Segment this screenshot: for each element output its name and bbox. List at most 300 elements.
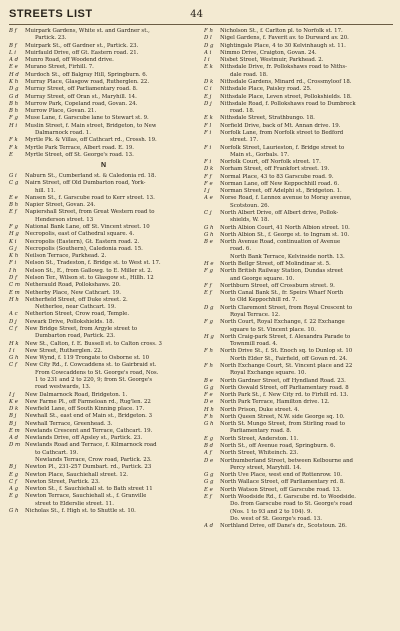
- street-description: Do. from Garscube road to St. George's road: [230, 501, 353, 508]
- street-entry: [204, 450, 393, 457]
- grid-reference: H g: [204, 333, 214, 340]
- grid-reference: H g: [9, 231, 19, 238]
- street-entry: [204, 115, 393, 122]
- street-description: North Woodside Rd., f. Garscube rd. to Woodside.: [220, 494, 356, 500]
- street-description: Northburn Street, off Crossburn street. 9.: [220, 282, 335, 289]
- grid-reference: [204, 312, 230, 319]
- street-description: Netherauld Road, Pollokshaws. 20.: [25, 282, 121, 289]
- street-entry: [204, 159, 393, 166]
- grid-reference: D j: [9, 318, 17, 325]
- street-entry: [204, 217, 393, 224]
- street-entry: [204, 203, 393, 210]
- grid-reference: E: [9, 151, 13, 158]
- grid-reference: [204, 108, 230, 115]
- grid-reference: [204, 356, 230, 363]
- grid-reference: E e: [204, 486, 213, 493]
- street-entry: [204, 421, 393, 428]
- street-description: Townmill road. 4.: [230, 341, 278, 348]
- street-description: North Canal Bank St., fr. Speirs Wharf North: [220, 290, 344, 297]
- street-description: Main st., Gorbals. 17.: [230, 151, 289, 158]
- street-description: Muse Lane, f. Garscube lane to Stewart st. 9.: [25, 115, 149, 122]
- street-entry: [9, 428, 198, 435]
- street-description: Norman Lane, off New Keppochhill road. 6.: [220, 180, 340, 187]
- street-description: North Elder St., Fairfield, off Govan rd. 24.: [230, 355, 348, 362]
- street-entry: [9, 333, 198, 340]
- street-description: North Queen Street, N.W. side George sq. 10.: [220, 413, 345, 420]
- street-description: Murray Place, Glasgow road, Rutherglen. 22.: [25, 78, 150, 85]
- street-description: North Prison, Duke street. 4.: [220, 406, 300, 413]
- grid-reference: [204, 428, 230, 435]
- grid-reference: C g: [9, 180, 19, 187]
- street-entry: [204, 101, 393, 108]
- grid-reference: F i: [204, 159, 212, 166]
- street-description: Newton Pl., 231-257 Dumbart. rd., Partick. 23: [25, 464, 152, 471]
- street-entry: [204, 254, 393, 261]
- street-description: North Albion Court, 41 North Albion street. 10.: [220, 224, 350, 231]
- street-description: Murrow Park, Copeland road, Govan. 24.: [25, 100, 138, 107]
- street-entry: [204, 94, 393, 101]
- street-entry: [204, 43, 393, 50]
- street-entry: [204, 28, 393, 35]
- street-description: Newton Terrace, Sauchiehall st., f. Granville: [25, 493, 147, 500]
- street-description: Naburn St., Cumberland st. & Caledonia rd. 18.: [25, 173, 157, 180]
- street-description: 1 to 231 and 2 to 220, 9; from St. George's: [35, 376, 153, 383]
- street-entry: [204, 312, 393, 319]
- grid-reference: F g: [204, 319, 213, 326]
- grid-reference: [204, 276, 230, 283]
- street-entry: [9, 377, 198, 384]
- street-entry: [204, 72, 393, 79]
- street-entry: [204, 494, 393, 501]
- street-description: Necropolis (Southern), Caledonia road. 15.: [25, 245, 143, 252]
- street-description: Normal Place, 43 to 83 Garscube road. 9.: [220, 173, 334, 180]
- street-entry: [9, 486, 198, 493]
- street-description: Nigel Gardens, f. Faverit av. to Durward av. 20.: [220, 35, 349, 42]
- street-entry: [204, 378, 393, 385]
- street-description: Nimmo Drive, Craigton, Govan. 24.: [220, 49, 317, 56]
- street-description: Newton St., f. Sauchiehall st. to Bath street 11: [25, 486, 153, 493]
- grid-reference: I j: [9, 391, 15, 398]
- grid-reference: A d: [9, 435, 19, 442]
- grid-reference: [9, 130, 35, 137]
- grid-reference: [9, 304, 35, 311]
- grid-reference: H i: [9, 122, 18, 129]
- grid-reference: G g: [204, 472, 214, 479]
- grid-reference: F h: [204, 362, 213, 369]
- street-entry: [204, 407, 393, 414]
- street-description: Northumberland Street, between Kelbourne and: [220, 457, 354, 464]
- grid-reference: G g: [204, 384, 214, 391]
- street-entry: [9, 501, 198, 508]
- street-description: Do. west of St. George's road. 13.: [230, 515, 322, 522]
- grid-reference: D k: [204, 78, 214, 85]
- street-entry: [9, 115, 198, 122]
- street-description: Nairn Street, off Old Dumbarton road, York-: [25, 180, 146, 187]
- grid-reference: F e: [204, 180, 213, 187]
- street-description: Nithsdale Place, Paisley road. 25.: [220, 86, 312, 93]
- page-header: [9, 8, 393, 22]
- street-description: New Wynd, f. 119 Trongate to Osborne st. 10: [25, 355, 150, 362]
- street-description: Nansen St., f. Garscube road to Kerr street. 13.: [25, 194, 155, 201]
- grid-reference: G d: [9, 93, 19, 100]
- street-description: Norfolk Lane, from Norfolk street to Bedford: [220, 129, 344, 136]
- street-description: Norham Street, off Frankfort street. 19.: [220, 166, 330, 173]
- street-entry: [9, 260, 198, 267]
- street-entry: [9, 253, 198, 260]
- street-description: Dumbarton road, Partick. 23.: [35, 333, 116, 340]
- grid-reference: C j: [204, 210, 212, 217]
- grid-reference: A g: [9, 486, 19, 493]
- street-description: Neilson Terrace, Parkhead. 2.: [25, 253, 107, 260]
- street-description: North Albert Drive, off Albert drive, Pollok-: [220, 210, 339, 217]
- page-title: STREETS LIST: [9, 8, 93, 20]
- street-entry: [204, 458, 393, 465]
- grid-reference: [9, 450, 35, 457]
- grid-reference: B e: [204, 239, 213, 246]
- street-description: Netherlee, near Cathcart. 19.: [35, 304, 116, 311]
- street-description: Percy street, Maryhill. 14.: [230, 464, 302, 471]
- grid-reference: H d: [9, 71, 19, 78]
- grid-reference: C f: [9, 362, 17, 369]
- grid-reference: F i: [9, 260, 17, 267]
- street-description: Napiershall Street, from Great Western road to: [25, 209, 155, 216]
- street-description: North British Railway Station, Dundas street: [220, 268, 344, 275]
- street-description: Norfolk Street, Laurieston, f. Bridge street to: [220, 144, 345, 151]
- grid-reference: G h: [9, 355, 19, 362]
- street-entry: [204, 145, 393, 152]
- street-entry: [204, 123, 393, 130]
- grid-reference: F h: [204, 348, 213, 355]
- grid-reference: B f: [9, 28, 17, 34]
- street-description: North Street, Whiteinch. 23.: [220, 450, 299, 457]
- street-description: to Cathcart. 19.: [35, 449, 79, 456]
- grid-reference: F f: [204, 173, 212, 180]
- grid-reference: E k: [204, 115, 213, 122]
- street-entry: [204, 181, 393, 188]
- street-entry: [204, 334, 393, 341]
- street-entry: [9, 86, 198, 93]
- street-description: Royal Terrace. 12.: [230, 311, 280, 318]
- street-entry: [9, 224, 198, 231]
- grid-reference: D k: [204, 166, 214, 173]
- street-entry: [204, 195, 393, 202]
- street-description: National Bank Lane, off St. Vincent street. 10: [25, 224, 150, 231]
- street-description: Nisbet Street, Westmuir, Parkhead. 2.: [220, 57, 324, 64]
- street-entry: [204, 348, 393, 355]
- grid-reference: F h: [204, 28, 213, 34]
- grid-reference: D g: [9, 86, 19, 93]
- street-description: Netherfield Street, off Duke street. 2.: [25, 296, 128, 303]
- grid-reference: [204, 246, 230, 253]
- street-description: Murray Street, off Oran st., Maryhill. 14.: [25, 93, 137, 100]
- street-description: North Bank Terrace, Kelvinside north. 13.: [230, 253, 345, 260]
- street-description: Netherton Street, Crow road, Temple.: [25, 311, 130, 318]
- grid-reference: K h: [9, 253, 19, 260]
- street-description: road. 18.: [230, 108, 255, 115]
- street-entry: [9, 304, 198, 311]
- grid-reference: [9, 333, 35, 340]
- street-description: shields, W. 18.: [230, 217, 270, 224]
- street-description: New City Rd., f. Cowcaddens st. to Gairbraid st.: [25, 362, 157, 369]
- street-entry: [9, 231, 198, 238]
- grid-reference: G i: [9, 173, 17, 180]
- street-entry: [204, 79, 393, 86]
- grid-reference: [9, 377, 35, 384]
- grid-reference: B j: [9, 420, 17, 427]
- grid-reference: [204, 217, 230, 224]
- grid-reference: D e: [204, 457, 214, 464]
- street-entry: [9, 457, 198, 464]
- street-description: road westwards, 13.: [35, 384, 91, 391]
- street-entry: [9, 57, 198, 64]
- street-description: Netherby Place, New Cathcart. 19.: [25, 289, 121, 296]
- street-description: Norse Road, f. Lennox avenue to Moray avenue,: [220, 195, 352, 202]
- street-entry: [204, 472, 393, 479]
- street-entry: [9, 442, 198, 449]
- grid-reference: [204, 327, 230, 334]
- street-description: dale road. 18.: [230, 71, 268, 78]
- street-entry: [9, 341, 198, 348]
- grid-reference: C i: [204, 86, 212, 93]
- section-letter: N: [100, 162, 107, 170]
- street-entry: [204, 479, 393, 486]
- street-entry: [9, 406, 198, 413]
- grid-reference: [204, 72, 230, 79]
- street-description: Necropolis, east of Cathedral square. 4.: [25, 231, 135, 238]
- street-description: street to Elderslie street. 11.: [35, 500, 114, 507]
- grid-reference: G j: [9, 245, 17, 252]
- grid-reference: I i: [204, 57, 210, 64]
- street-entry: [204, 509, 393, 516]
- street-entry: [204, 327, 393, 334]
- street-description: North Court, Royal Exchange, f. 22 Exchange: [220, 319, 345, 326]
- grid-reference: H e: [204, 261, 214, 267]
- grid-reference: D l: [204, 35, 212, 42]
- street-entry: [204, 174, 393, 181]
- street-description: Dalmarnock road. 1.: [35, 129, 91, 136]
- page-number: 44: [190, 9, 203, 20]
- grid-reference: F h: [204, 413, 213, 420]
- street-description: Muirpark St., off Gardner st., Partick. 23.: [25, 42, 139, 49]
- grid-reference: [9, 35, 35, 42]
- grid-reference: E k: [204, 64, 213, 71]
- grid-reference: E e: [9, 64, 18, 71]
- grid-reference: H h: [9, 296, 19, 303]
- street-entry: [9, 355, 198, 362]
- grid-reference: C m: [9, 282, 20, 289]
- grid-reference: B j: [9, 464, 17, 471]
- grid-reference: F g: [9, 115, 18, 122]
- street-description: Nithsdale Street, Strathbungo. 18.: [220, 115, 315, 122]
- street-entry: [204, 232, 393, 239]
- street-description: North Albion St., f. George st. to Ingram st. 10.: [220, 231, 350, 238]
- street-description: Newark Drive, Pollokshields. 18.: [25, 318, 115, 325]
- grid-reference: F e: [204, 392, 213, 399]
- street-entry: [9, 130, 198, 137]
- street-description: North Avenue Road, continuation of Avenue: [220, 239, 341, 246]
- grid-reference: B d: [204, 443, 214, 450]
- street-entry: [9, 348, 198, 355]
- grid-reference: E g: [204, 435, 214, 442]
- grid-reference: G g: [204, 479, 214, 486]
- street-entry: [9, 275, 198, 282]
- grid-reference: F i: [204, 144, 212, 151]
- street-description: Newlands Road and Terrace, f. Kilmarnock road: [25, 442, 157, 449]
- grid-reference: H k: [9, 340, 19, 347]
- street-entry: [204, 319, 393, 326]
- street-description: Newhall St., east end of Main st., Bridgeton. 3: [25, 413, 153, 420]
- street-entry: [204, 86, 393, 93]
- grid-reference: D m: [9, 442, 21, 449]
- street-entry: [9, 173, 198, 180]
- street-description: New St., Calton, f. E. Bussell st. to Calton cross. 3: [25, 340, 162, 347]
- street-entry: [9, 479, 198, 486]
- grid-reference: L i: [9, 49, 17, 56]
- street-description: North Claremont Street, from Royal Crescent to: [220, 304, 353, 311]
- street-entry: [9, 493, 198, 500]
- street-description: Newlands Crescent and Terrace, Cathcart. 19.: [25, 427, 153, 434]
- grid-reference: G h: [9, 508, 19, 514]
- street-entry: [9, 217, 198, 224]
- street-entry: [204, 152, 393, 159]
- grid-reference: [204, 370, 230, 377]
- street-entry: [9, 472, 198, 479]
- street-entry: [9, 450, 198, 457]
- grid-reference: G h: [204, 224, 214, 231]
- street-description: Royal Exchange square. 10.: [230, 370, 307, 377]
- grid-reference: [204, 341, 230, 348]
- right-column: [204, 28, 393, 530]
- street-description: New Dalmarnock Road, Bridgeton. 1.: [25, 391, 128, 398]
- street-description: Newhall Terrace, Greenhead. 3.: [25, 420, 113, 427]
- grid-reference: G h: [204, 421, 214, 428]
- grid-reference: [9, 501, 35, 508]
- street-entry: [204, 290, 393, 297]
- street-entry: [204, 108, 393, 115]
- street-entry: [204, 305, 393, 312]
- street-description: to Old Keppochhill rd. 7.: [230, 297, 298, 304]
- grid-reference: B f: [9, 42, 17, 49]
- street-description: Newton Place, Sauchiehall street. 12.: [25, 471, 129, 478]
- grid-reference: F i: [204, 129, 212, 136]
- street-entry: [9, 297, 198, 304]
- grid-reference: B e: [204, 377, 213, 384]
- street-entry: [204, 341, 393, 348]
- street-entry: [204, 261, 393, 268]
- street-entry: [9, 464, 198, 471]
- street-entry: [204, 137, 393, 144]
- street-description: North Gardner Street, off Hyndland Road. 23.: [220, 377, 346, 384]
- grid-reference: I i: [9, 347, 15, 354]
- grid-reference: D f: [9, 275, 18, 281]
- street-entry: [9, 209, 198, 216]
- street-description: hill. 11.: [35, 187, 56, 194]
- street-entry: [204, 239, 393, 246]
- street-entry: [204, 392, 393, 399]
- grid-reference: D k: [9, 406, 19, 413]
- street-description: Murrow Place, Govan. 21.: [25, 108, 97, 115]
- street-entry: [9, 282, 198, 289]
- street-description: New Street, Rutherglen. 22.: [25, 347, 103, 354]
- street-entry: [9, 370, 198, 377]
- grid-reference: D g: [204, 304, 214, 311]
- street-description: Myrtle Pk. & Villas, off Cathcart rd., Crossh. 19.: [25, 137, 157, 144]
- grid-reference: F l: [204, 122, 212, 129]
- grid-reference: H h: [204, 406, 214, 413]
- street-description: Nelson St., E., from Gallowg. to E. Miller st. 2.: [25, 267, 153, 274]
- grid-reference: E g: [9, 493, 19, 500]
- street-entry: [204, 501, 393, 508]
- grid-reference: [9, 188, 35, 195]
- street-entry: [204, 57, 393, 64]
- street-description: Nelson St., Tradeston, f. Bridge st. to West st. 17.: [25, 260, 161, 267]
- street-entry: [204, 210, 393, 217]
- street-entry: [9, 392, 198, 399]
- grid-reference: F g: [9, 224, 18, 231]
- street-entry: [204, 443, 393, 450]
- grid-reference: C f: [9, 478, 17, 485]
- street-entry: [204, 516, 393, 523]
- street-entry: [204, 246, 393, 253]
- street-description: Myrtle Park Terrace, Albert road. E. 19.: [25, 144, 135, 151]
- street-entry: [204, 436, 393, 443]
- street-entry: [204, 370, 393, 377]
- grid-reference: E m: [9, 427, 20, 434]
- grid-reference: [204, 203, 230, 210]
- street-entry: [9, 137, 198, 144]
- street-description: Partick. 23.: [35, 35, 67, 42]
- grid-reference: D e: [204, 399, 214, 406]
- street-entry: [9, 384, 198, 391]
- grid-reference: A c: [9, 311, 18, 318]
- grid-reference: D g: [204, 42, 214, 49]
- grid-reference: E m: [9, 289, 20, 296]
- street-entry: [9, 180, 198, 187]
- grid-reference: [9, 370, 35, 377]
- street-description: Nightingale Place, 4 to 30 Kelvinhaugh st. 11.: [220, 42, 346, 49]
- street-entry: [204, 399, 393, 406]
- street-description: square to St. Vincent place. 10.: [230, 326, 316, 333]
- grid-reference: E g: [9, 471, 19, 478]
- street-entry: [204, 64, 393, 71]
- grid-reference: [9, 384, 35, 391]
- street-description: Muirfauld Drive, off Gt. Eastern road. 21.: [25, 49, 139, 56]
- street-entry: [9, 399, 198, 406]
- street-description: Nicholson St., f. Carlton pl. to Norfolk st. 17.: [220, 28, 343, 34]
- street-description: Newton Street, Partick. 23.: [25, 478, 100, 485]
- grid-reference: F f: [204, 282, 212, 289]
- street-entry: [204, 50, 393, 57]
- grid-reference: C f: [9, 325, 17, 332]
- street-description: Necropolis (Eastern), Gt. Eastern road. 2.: [25, 238, 140, 245]
- street-description: North Uve Place, west end of Rottenrow. 10.: [220, 472, 342, 479]
- street-entry: [9, 72, 198, 79]
- street-description: road. 6.: [230, 246, 252, 253]
- street-entry: [9, 421, 198, 428]
- street-description: Murano Street, Firhill. 7.: [25, 64, 94, 71]
- grid-reference: E f: [204, 494, 212, 500]
- street-entry: [204, 276, 393, 283]
- street-description: Newlands Terrace, Crow road, Partick. 23.: [35, 457, 152, 464]
- street-entry: [204, 363, 393, 370]
- columns: [9, 28, 393, 530]
- street-entry: [9, 101, 198, 108]
- grid-reference: A i: [204, 49, 212, 56]
- street-description: North Exchange Court, St. Vincent place and 22: [220, 362, 353, 369]
- street-entry: [204, 523, 393, 530]
- street-description: (Nos. 1 to 93 and 2 to 104). 9.: [230, 508, 313, 515]
- grid-reference: F k: [9, 144, 18, 151]
